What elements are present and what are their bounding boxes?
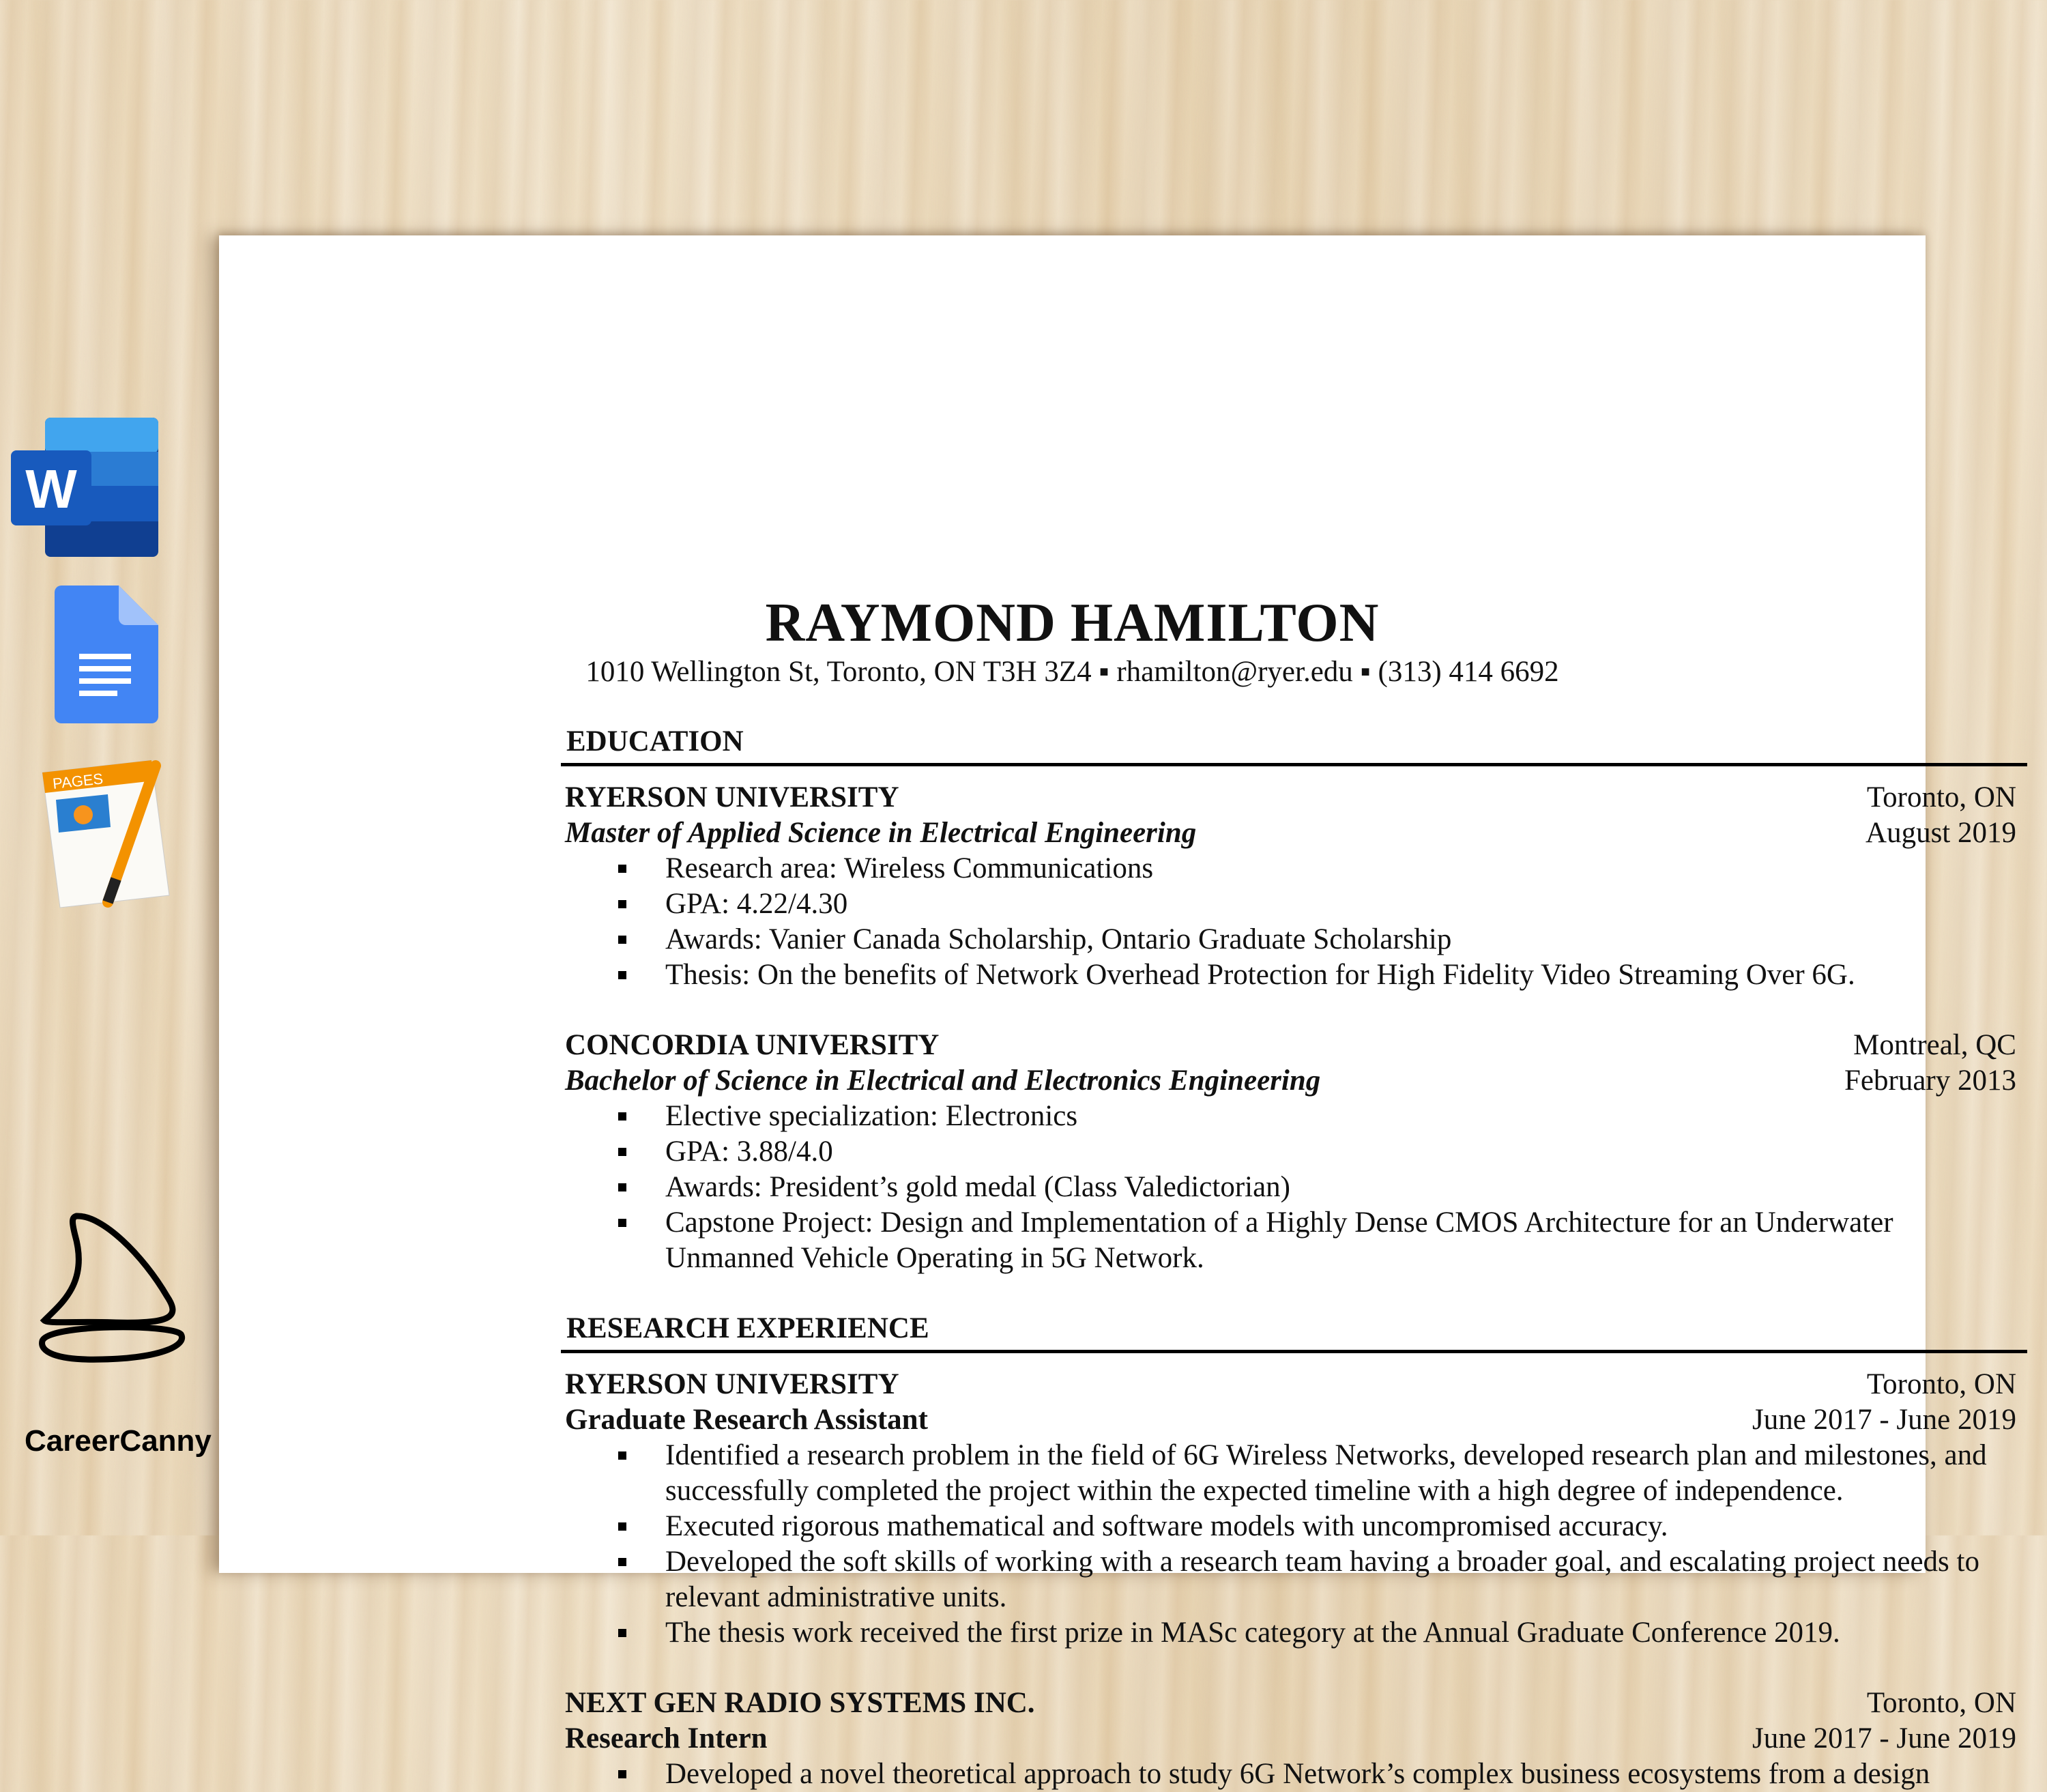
resume-section xyxy=(565,724,2023,1276)
resume-entry xyxy=(565,780,2023,993)
entry-date: February 2013 xyxy=(1844,1065,2016,1097)
entry-title: Research Intern xyxy=(565,1722,768,1754)
entry-title: Bachelor of Science in Electrical and Electronics Engineering xyxy=(565,1065,1321,1097)
entry-title: Graduate Research Assistant xyxy=(565,1404,928,1436)
bullet-item: Developed a novel theoretical approach to study 6G Network’s complex business ecosystems from a design xyxy=(565,1757,2023,1792)
resume-page xyxy=(219,235,2016,1790)
svg-text:W: W xyxy=(25,459,77,519)
bullet-item: Developed the soft skills of working with a research team having a broader goal, and escalating project needs to relevant administrative units. xyxy=(565,1544,2023,1615)
google-docs-icon xyxy=(55,586,158,723)
bullet-item: Elective specialization: Electronics xyxy=(565,1099,2023,1134)
svg-text:PAGES: PAGES xyxy=(51,770,104,792)
entry-title: Master of Applied Science in Electrical Engineering xyxy=(565,817,1197,849)
resume-body xyxy=(565,724,2023,1792)
resume-section xyxy=(565,1311,2023,1792)
bullet-item: Awards: President’s gold medal (Class Valedictorian) xyxy=(565,1170,2023,1205)
bullet-item: GPA: 3.88/4.0 xyxy=(565,1134,2023,1170)
bullet-list xyxy=(565,851,2023,993)
bullet-item: Awards: Vanier Canada Scholarship, Ontario Graduate Scholarship xyxy=(565,922,2023,957)
apple-pages-icon xyxy=(40,759,172,916)
location: Montreal, QC xyxy=(1853,1029,2016,1061)
bullet-list xyxy=(565,1438,2023,1651)
bullet-item: GPA: 4.22/4.30 xyxy=(565,886,2023,922)
bullet-list xyxy=(565,1757,2023,1792)
bullet-item: Capstone Project: Design and Implementation of a Highly Dense CMOS Architecture for an Underwater Unmanned Vehicle Operating in 5G Network. xyxy=(565,1205,2023,1276)
entry-date: August 2019 xyxy=(1865,817,2016,849)
organization: RYERSON UNIVERSITY xyxy=(565,1368,899,1400)
organization: CONCORDIA UNIVERSITY xyxy=(565,1029,940,1061)
bullet-list xyxy=(565,1099,2023,1276)
bullet-item: The thesis work received the first prize in MASc category at the Annual Graduate Conference 2019. xyxy=(565,1615,2023,1651)
location: Toronto, ON xyxy=(1866,1368,2016,1400)
location: Toronto, ON xyxy=(1866,1687,2016,1719)
section-heading: EDUCATION xyxy=(566,725,744,757)
bullet-item: Identified a research problem in the field of 6G Wireless Networks, developed research plan and milestones, and successfully completed the project within the expected timeline with a high degree of independence. xyxy=(565,1438,2023,1509)
entry-date: June 2017 - June 2019 xyxy=(1752,1722,2016,1754)
resume-entry xyxy=(565,1028,2023,1276)
organization: NEXT GEN RADIO SYSTEMS INC. xyxy=(565,1687,1035,1719)
location: Toronto, ON xyxy=(1866,781,2016,813)
section-divider xyxy=(561,1350,2027,1353)
entry-date: June 2017 - June 2019 xyxy=(1752,1404,2016,1436)
resume-entry xyxy=(565,1686,2023,1792)
careercanny-logo xyxy=(34,1208,191,1413)
section-divider xyxy=(561,763,2027,766)
section-heading: RESEARCH EXPERIENCE xyxy=(566,1312,929,1344)
contact-line: 1010 Wellington St, Toronto, ON T3H 3Z4 ▪ rhamilton@ryer.edu ▪ (313) 414 6692 xyxy=(585,656,1559,688)
microsoft-word-icon xyxy=(11,418,161,557)
organization: RYERSON UNIVERSITY xyxy=(565,781,899,813)
resume-name: RAYMOND HAMILTON xyxy=(765,593,1380,653)
bullet-item: Thesis: On the benefits of Network Overhead Protection for High Fidelity Video Streaming Over 6G. xyxy=(565,957,2023,993)
resume-entry xyxy=(565,1367,2023,1651)
bullet-item: Executed rigorous mathematical and software models with uncompromised accuracy. xyxy=(565,1509,2023,1544)
brand-name: CareerCanny xyxy=(25,1424,212,1458)
bullet-item: Research area: Wireless Communications xyxy=(565,851,2023,886)
